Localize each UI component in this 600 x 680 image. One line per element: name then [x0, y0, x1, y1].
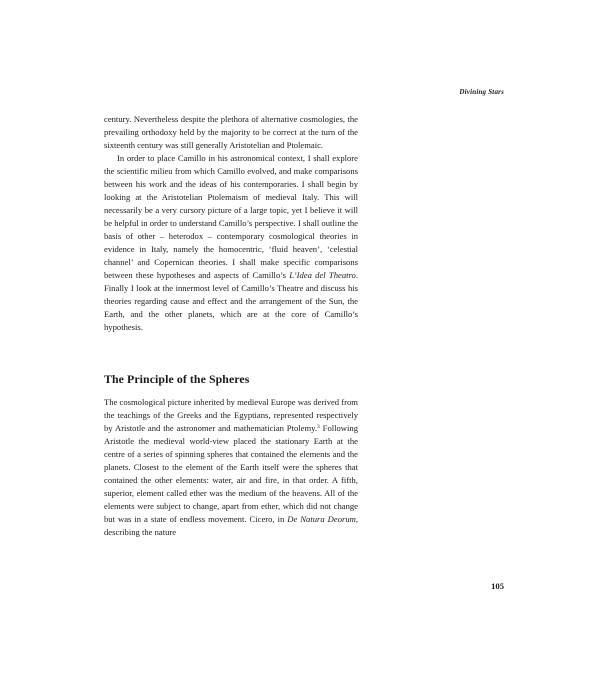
work-title-italic: De Natura Deorum [287, 514, 356, 524]
paragraph-continuation [104, 113, 358, 152]
body-text-section [104, 396, 358, 539]
footnote-marker[interactable]: 3 [317, 424, 320, 430]
work-title-italic: L’Idea del Theatro [289, 270, 356, 280]
paragraph-text: The cosmological picture inherited by medieval Europe was derived from the teachings of the Greeks and the Egyptians, represented respectively by Aristotle and the astronomer and mathematician Ptolemy. [104, 397, 358, 433]
paragraph-context [104, 152, 358, 334]
paragraph-text: In order to place Camillo in his astronomical context, I shall explore the scientific milieu from which Camillo evolved, and make comparisons between his work and the ideas of his contemporaries. I shall begin by looking at the Aristotelian Ptolemaism of medieval Italy. This will necessarily be a very cursory picture of a large topic, yet I believe it will be helpful in order to understand Camillo’s perspective. I shall outline the basis of other – heterodox – contemporary cosmological theories in evidence in Italy, namely the homocentric, ‘fluid heaven’, ‘celestial channel’ and Copernican theories. I shall make specific comparisons between these hypotheses and aspects of Camillo’s [104, 153, 358, 280]
page-number: 105 [491, 581, 504, 591]
paragraph-text: century. Nevertheless despite the plethora of alternative cosmologies, the prevailing orthodoxy held by the majority to be correct at the turn of the sixteenth century was still generally Aristotelian and Ptolemaic. [104, 114, 358, 150]
paragraph-spheres [104, 396, 358, 539]
paragraph-text: Following Aristotle the medieval world-view placed the stationary Earth at the centre of a series of spinning spheres that contained the elements and the planets. Closest to the element of the Earth itself were the spheres that contained the other elements: water, air and fire, in that order. A fifth, superior, element called ether was the medium of the heavens. All of the elements were subject to change, apart from ether, which did not change but was in a state of endless movement. Cicero, in [104, 423, 358, 524]
paragraph-text: , describing the nature [104, 514, 358, 537]
section-heading: The Principle of the Spheres [104, 372, 250, 386]
body-text-top [104, 113, 358, 334]
running-header: Divining Stars [459, 88, 504, 96]
paragraph-text: . Finally I look at the innermost level of Camillo’s Theatre and discuss his theories regarding cause and effect and the arrangement of the Sun, the Earth, and the other planets, which are at the core of Camillo’s hypothesis. [104, 270, 358, 332]
